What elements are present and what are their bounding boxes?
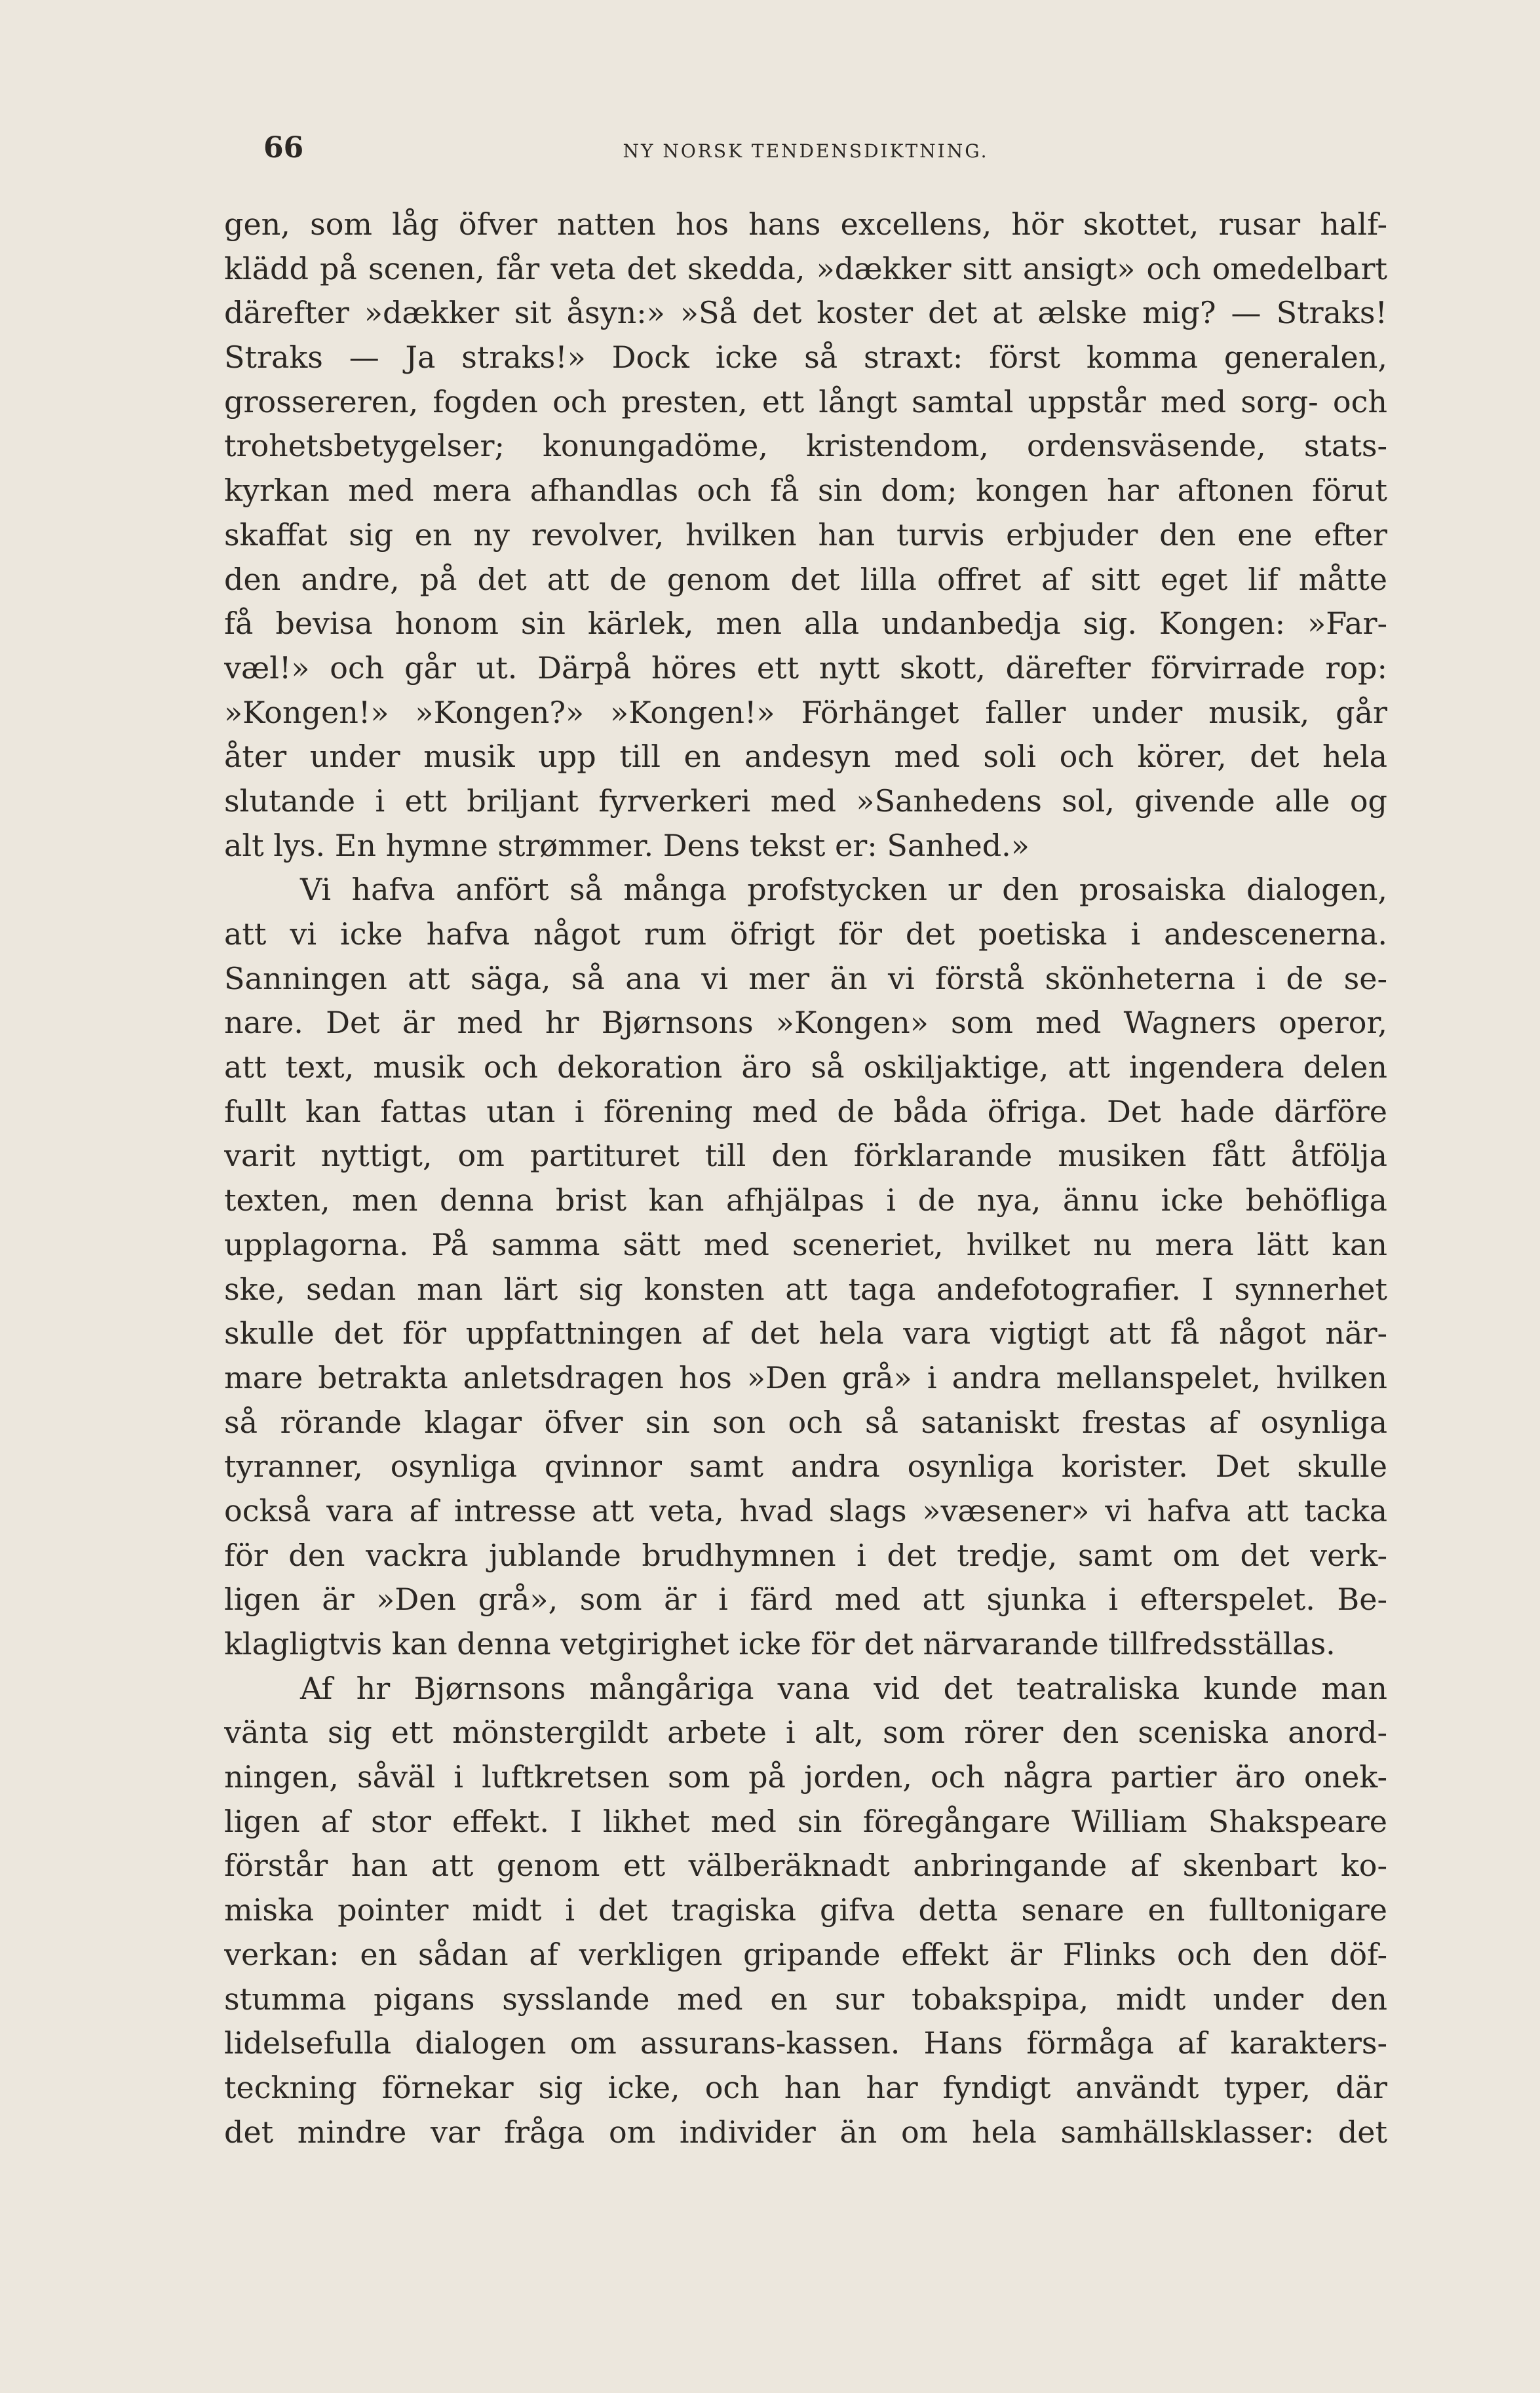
text-line: den andre, på det att de genom det lilla offret af sitt eget lif måtte (224, 561, 1387, 597)
text-line: att vi icke hafva något rum öfrigt för det poetiska i andescenerna. (224, 916, 1387, 952)
text-line: också vara af intresse att veta, hvad slags »væsener» vi hafva att tacka (224, 1492, 1387, 1528)
text-line: det mindre var fråga om individer än om hela samhällsklasser: det (224, 2114, 1387, 2150)
text-line: grossereren, fogden och presten, ett långt samtal uppstår med sorg- och (224, 383, 1387, 419)
text-line: Sanningen att säga, så ana vi mer än vi förstå skönheterna i de se- (224, 960, 1387, 996)
body-text (224, 203, 1387, 2154)
text-line: texten, men denna brist kan afhjälpas i de nya, ännu icke behöfliga (224, 1182, 1387, 1218)
page-header (224, 131, 1387, 170)
text-line: skulle det för uppfattningen af det hela vara vigtigt att få något när- (224, 1315, 1387, 1352)
text-line: få bevisa honom sin kärlek, men alla undanbedja sig. Kongen: »Far- (224, 606, 1387, 642)
text-line: slutande i ett briljant fyrverkeri med »Sanhedens sol, givende alle og (224, 783, 1387, 819)
text-line: tyranner, osynliga qvinnor samt andra osynliga korister. Det skulle (224, 1449, 1387, 1485)
text-line: nare. Det är med hr Bjørnsons »Kongen» som med Wagners operor, (224, 1005, 1387, 1041)
text-line: gen, som låg öfver natten hos hans excellens, hör skottet, rusar half- (224, 206, 1387, 242)
text-line: ligen af stor effekt. I likhet med sin föregångare William Shakspeare (224, 1803, 1387, 1839)
text-line: upplagorna. På samma sätt med sceneriet, hvilket nu mera lätt kan (224, 1226, 1387, 1262)
text-line: åter under musik upp till en andesyn med soli och körer, det hela (224, 739, 1387, 775)
page-number: 66 (263, 131, 304, 165)
text-line: lidelsefulla dialogen om assurans-kassen. Hans förmåga af karakters- (224, 2025, 1387, 2061)
text-line: vänta sig ett mönstergildt arbete i alt, som rörer den sceniska anord- (224, 1715, 1387, 1751)
text-line: verkan: en sådan af verkligen gripande effekt är Flinks och den döf- (224, 1936, 1387, 1972)
text-line: ningen, såväl i luftkretsen som på jorden, och några partier äro onek- (224, 1759, 1387, 1795)
text-line: alt lys. En hymne strømmer. Dens tekst er: Sanhed.» (224, 827, 1030, 863)
text-line: ligen är »Den grå», som är i färd med att sjunka i efterspelet. Be- (224, 1582, 1387, 1618)
text-line: Straks — Ja straks!» Dock icke så straxt: först komma generalen, (224, 340, 1387, 376)
text-line: för den vackra jublande brudhymnen i det tredje, samt om det verk- (224, 1537, 1387, 1573)
text-line: »Kongen!» »Kongen?» »Kongen!» Förhänget faller under musik, går (224, 694, 1387, 730)
text-line: varit nyttigt, om partituret till den förklarande musiken fått åtfölja (224, 1138, 1387, 1174)
text-line: Vi hafva anfört så många profstycken ur den prosaiska dialogen, (300, 872, 1387, 908)
running-head: NY NORSK TENDENSDIKTNING. (623, 140, 989, 162)
text-line: Af hr Bjørnsons mångåriga vana vid det teatraliska kunde man (300, 1670, 1387, 1706)
text-line: væl!» och går ut. Därpå höres ett nytt skott, därefter förvirrade rop: (224, 650, 1387, 686)
text-line: fullt kan fattas utan i förening med de båda öfriga. Det hade därföre (224, 1093, 1387, 1129)
text-line: teckning förnekar sig icke, och han har fyndigt användt typer, där (224, 2069, 1387, 2105)
text-line: klädd på scenen, får veta det skedda, »dækker sitt ansigt» och omedelbart (224, 250, 1387, 286)
text-line: så rörande klagar öfver sin son och så sataniskt frestas af osynliga (224, 1404, 1387, 1440)
text-line: att text, musik och dekoration äro så oskiljaktige, att ingendera delen (224, 1049, 1387, 1085)
text-line: förstår han att genom ett välberäknadt anbringande af skenbart ko- (224, 1848, 1387, 1884)
text-line: mare betrakta anletsdragen hos »Den grå» i andra mellanspelet, hvilken (224, 1359, 1387, 1395)
text-line: skaffat sig en ny revolver, hvilken han turvis erbjuder den ene efter (224, 516, 1387, 553)
text-line: klagligtvis kan denna vetgirighet icke för det närvarande tillfredsställas. (224, 1626, 1336, 1662)
text-line: kyrkan med mera afhandlas och få sin dom; kongen har aftonen förut (224, 473, 1387, 509)
text-line: därefter »dækker sit åsyn:» »Så det koster det at ælske mig? — Straks! (224, 295, 1387, 331)
text-line: stumma pigans sysslande med en sur tobakspipa, midt under den (224, 1981, 1387, 2017)
text-line: ske, sedan man lärt sig konsten att taga andefotografier. I synnerhet (224, 1271, 1387, 1307)
text-line: miska pointer midt i det tragiska gifva detta senare en fulltonigare (224, 1892, 1387, 1928)
text-line: trohetsbetygelser; konungadöme, kristendom, ordensväsende, stats- (224, 428, 1387, 464)
